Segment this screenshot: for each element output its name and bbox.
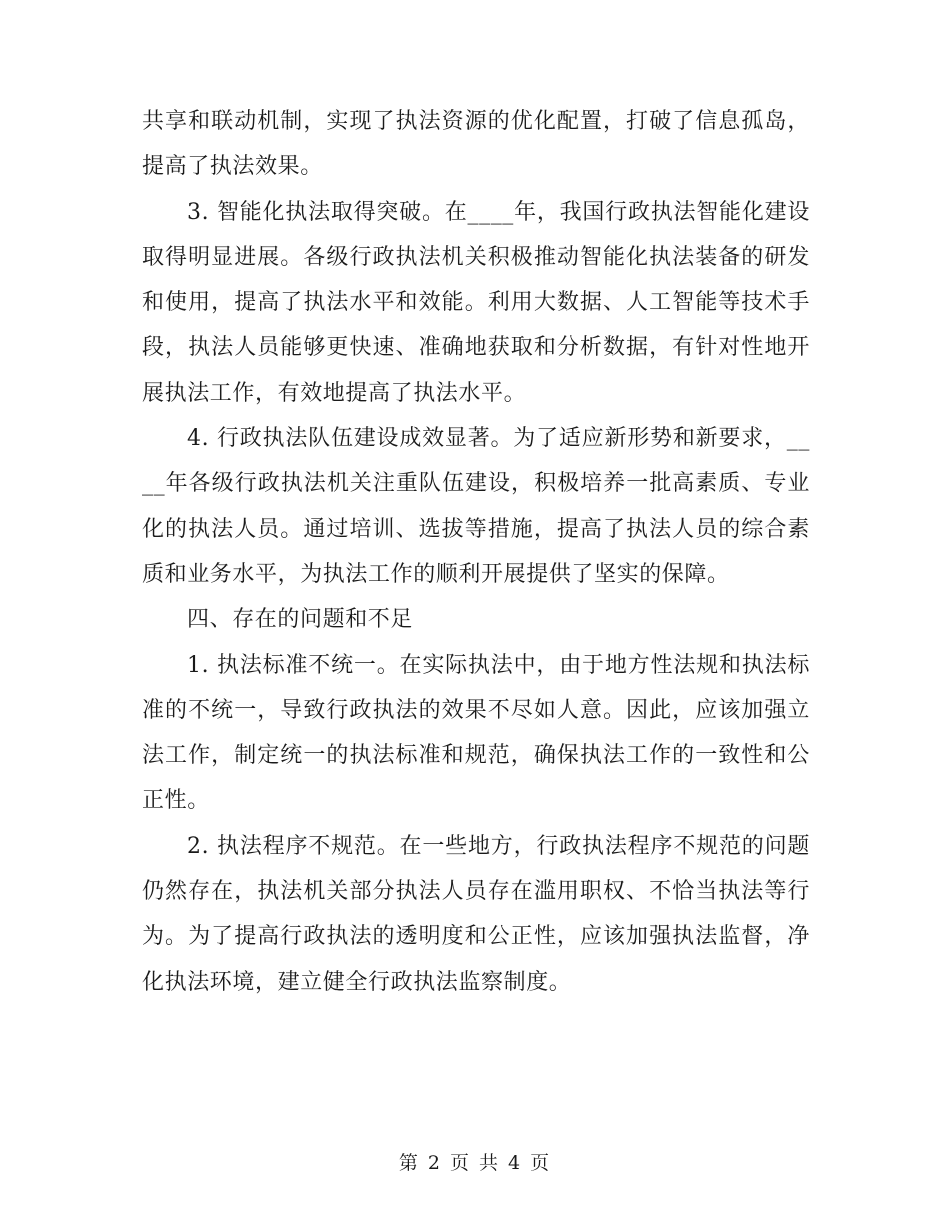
paragraph-smart-enforcement: 3. 智能化执法取得突破。在____年，我国行政执法智能化建设取得明显进展。各级行政执法机关积极推动智能化执法装备的研发和使用，提高了执法水平和效能。利用大数据、人工智能等技术手段，执法人员能够更快速、准确地获取和分析数据，有针对性地开展执法工作，有效地提高了执法水平。 <box>142 199 810 406</box>
page-number-footer: 第 2 页 共 4 页 <box>398 1152 552 1174</box>
paragraph-team-building: 4. 行政执法队伍建设成效显著。为了适应新形势和新要求，____年各级行政执法机关注重队伍建设，积极培养一批高素质、专业化的执法人员。通过培训、选拔等措施，提高了执法人员的综合素质和业务水平，为执法工作的顺利开展提供了坚实的保障。 <box>142 426 810 587</box>
document-body <box>142 99 810 1005</box>
paragraph-irregular-procedures: 2. 执法程序不规范。在一些地方，行政执法程序不规范的问题仍然存在，执法机关部分执法人员存在滥用职权、不恰当执法等行为。为了提高行政执法的透明度和公正性，应该加强执法监督，净化执法环境，建立健全行政执法监察制度。 <box>142 833 810 995</box>
section-heading-problems: 四、存在的问题和不足 <box>187 607 414 633</box>
paragraph-continuation: 共享和联动机制，实现了执法资源的优化配置，打破了信息孤岛，提高了执法效果。 <box>142 109 810 180</box>
paragraph-inconsistent-standards: 1. 执法标准不统一。在实际执法中，由于地方性法规和执法标准的不统一，导致行政执法的效果不尽如人意。因此，应该加强立法工作，制定统一的执法标准和规范，确保执法工作的一致性和公正性。 <box>142 652 810 814</box>
